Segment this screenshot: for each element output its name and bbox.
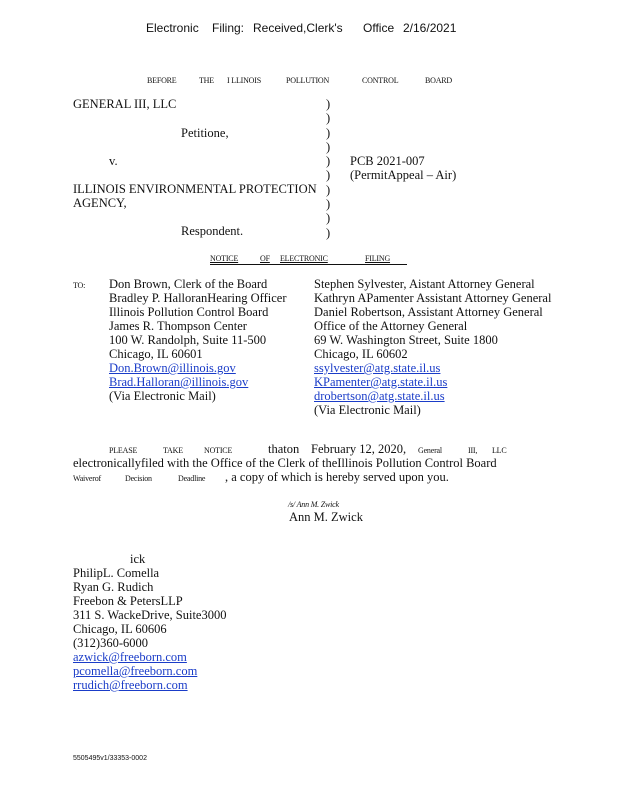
counsel-block bbox=[73, 552, 227, 692]
recipient-line: 100 W. Randolph, Suite 11-500 bbox=[109, 333, 267, 347]
notice-title-word: OF bbox=[260, 254, 270, 263]
body-please: PLEASE bbox=[109, 446, 138, 455]
counsel-line: Freebon & PetersLLP bbox=[73, 594, 183, 608]
notice-title-word: FILING bbox=[365, 254, 391, 263]
board-heading-word: BOARD bbox=[425, 76, 453, 85]
body-party-word: III, bbox=[468, 446, 478, 455]
recipient-line: Chicago, IL 60602 bbox=[314, 347, 408, 361]
counsel-line: 311 S. WackeDrive, Suite3000 bbox=[73, 608, 227, 622]
recipient-line: Daniel Robertson, Assistant Attorney General bbox=[314, 305, 543, 319]
counsel-line: (312)360-6000 bbox=[73, 636, 148, 650]
board-heading-word: THE bbox=[199, 76, 214, 85]
notice-title-word: NOTICE bbox=[210, 254, 239, 263]
filing-stamp-office: Office bbox=[363, 21, 395, 35]
signatory-name: Ann M. Zwick bbox=[289, 510, 363, 524]
recipient-line: Bradley P. HalloranHearing Officer bbox=[109, 291, 287, 305]
email-link[interactable]: drobertson@atg.state.il.us bbox=[314, 389, 445, 403]
body-take: TAKE bbox=[163, 446, 183, 455]
body-that-on: thaton bbox=[268, 442, 300, 456]
email-link[interactable]: pcomella@freeborn.com bbox=[73, 664, 198, 678]
body-party-word: General bbox=[418, 446, 442, 455]
body-line3-rest: , a copy of which is hereby served upon you. bbox=[225, 470, 449, 484]
body-date: February 12, 2020, bbox=[311, 442, 407, 456]
body-waiver-word: Deadline bbox=[178, 474, 206, 483]
recipient-line: 69 W. Washington Street, Suite 1800 bbox=[314, 333, 498, 347]
board-heading-word: CONTROL bbox=[362, 76, 399, 85]
notice-title-word: ELECTRONIC bbox=[280, 254, 328, 263]
respondent-name-line1: ILLINOIS ENVIRONMENTAL PROTECTION bbox=[73, 182, 317, 196]
email-link[interactable]: Don.Brown@illinois.gov bbox=[109, 361, 236, 375]
right-recipient-block bbox=[314, 277, 551, 417]
filing-stamp-filing: Filing: bbox=[212, 21, 245, 35]
versus: v. bbox=[109, 154, 118, 168]
electronic-signature: /s/ Ann M. Zwick bbox=[288, 500, 339, 509]
filing-stamp-date: 2/16/2021 bbox=[403, 21, 457, 35]
body-waiver-word: Waiverof bbox=[73, 474, 101, 483]
recipient-line: Don Brown, Clerk of the Board bbox=[109, 277, 268, 291]
body-line2: electronicallyfiled with the Office of the Clerk of theIllinois Pollution Control Board bbox=[73, 456, 497, 470]
counsel-line: Chicago, IL 60606 bbox=[73, 622, 167, 636]
respondent-role: Respondent. bbox=[181, 224, 244, 238]
board-heading-word: POLLUTION bbox=[286, 76, 330, 85]
body-waiver-word: Decision bbox=[125, 474, 152, 483]
recipient-line: Stephen Sylvester, Aistant Attorney General bbox=[314, 277, 535, 291]
filing-stamp-electronic: Electronic bbox=[146, 21, 199, 35]
email-link[interactable]: azwick@freeborn.com bbox=[73, 650, 187, 664]
to-label: TO: bbox=[73, 281, 86, 290]
left-recipient-block bbox=[109, 277, 286, 403]
counsel-line: ick bbox=[130, 552, 146, 566]
counsel-line: PhilipL. Comella bbox=[73, 566, 160, 580]
board-heading-word: BEFORE bbox=[147, 76, 177, 85]
body-notice: NOTICE bbox=[204, 446, 233, 455]
filing-stamp-received: Received,Clerk's bbox=[253, 21, 343, 35]
email-link[interactable]: rrudich@freeborn.com bbox=[73, 678, 188, 692]
petitioner-role: Petitione, bbox=[181, 126, 229, 140]
respondent-name-line2: AGENCY, bbox=[73, 196, 127, 210]
recipient-line: James R. Thompson Center bbox=[109, 319, 247, 333]
board-heading-word: I LLINOIS bbox=[227, 76, 261, 85]
recipient-line: Chicago, IL 60601 bbox=[109, 347, 203, 361]
case-type: (PermitAppeal – Air) bbox=[350, 168, 457, 182]
recipient-line: Illinois Pollution Control Board bbox=[109, 305, 269, 319]
email-link[interactable]: Brad.Halloran@illinois.gov bbox=[109, 375, 249, 389]
case-number: PCB 2021-007 bbox=[350, 154, 425, 168]
petitioner-name: GENERAL III, LLC bbox=[73, 97, 177, 111]
recipient-line: Kathryn APamenter Assistant Attorney General bbox=[314, 291, 552, 305]
recipient-line: Office of the Attorney General bbox=[314, 319, 468, 333]
notice-title-underline bbox=[210, 264, 407, 265]
document-code: 5505495v1/33353-0002 bbox=[73, 755, 147, 762]
caption-bracket: ) ) ) ) ) ) ) ) ) ) bbox=[326, 97, 331, 240]
email-link[interactable]: ssylvester@atg.state.il.us bbox=[314, 361, 441, 375]
body-party-word: LLC bbox=[492, 446, 507, 455]
via-note: (Via Electronic Mail) bbox=[109, 389, 216, 403]
counsel-line: Ryan G. Rudich bbox=[73, 580, 154, 594]
via-note: (Via Electronic Mail) bbox=[314, 403, 421, 417]
email-link[interactable]: KPamenter@atg.state.il.us bbox=[314, 375, 448, 389]
